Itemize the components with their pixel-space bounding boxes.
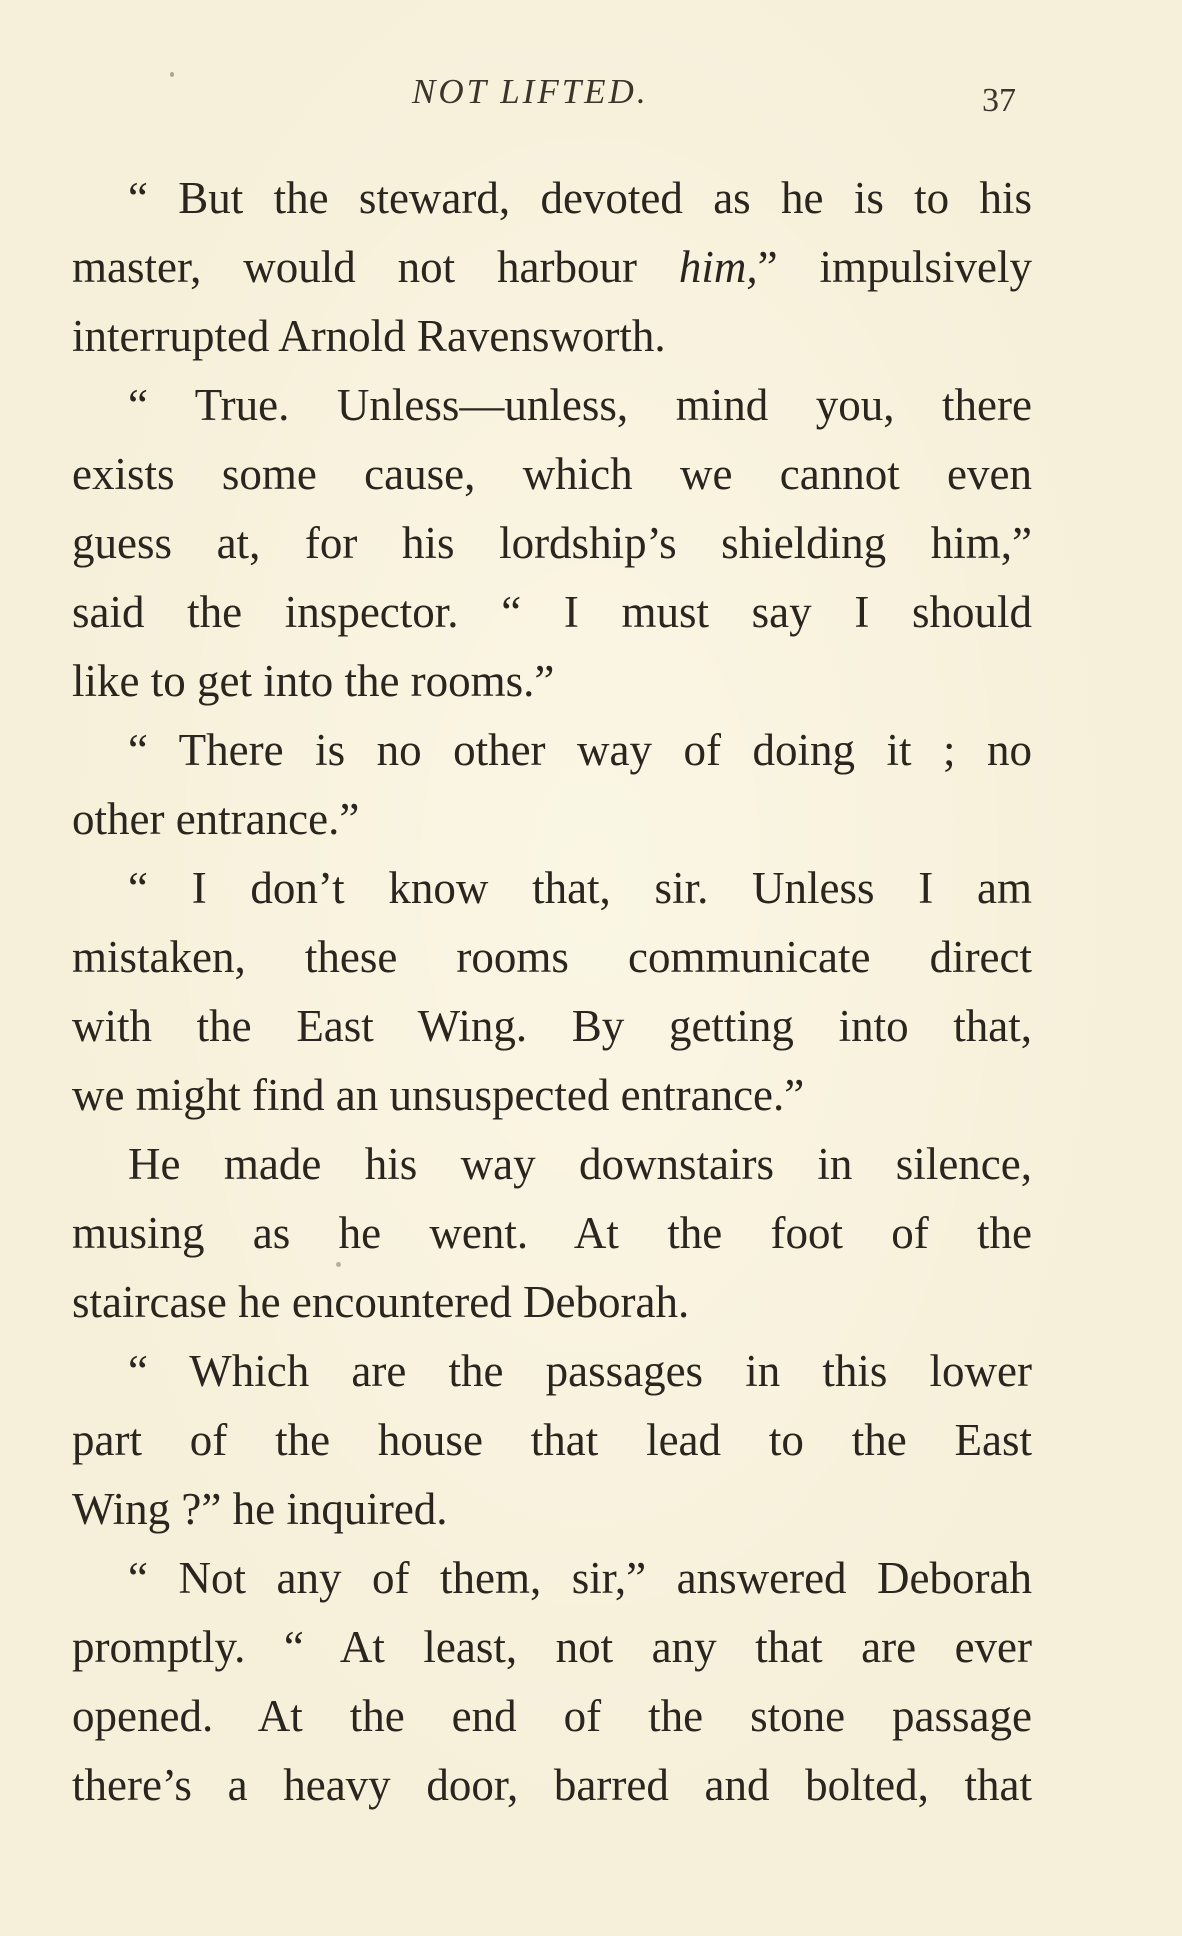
text-line: musing as he went. At the foot of the [72, 1208, 1032, 1258]
text-line: “ There is no other way of doing it ; no [128, 725, 1032, 775]
page-number: 37 [982, 82, 1016, 119]
italic-word: him, [678, 242, 758, 292]
text-line: mistaken, these rooms communicate direct [72, 932, 1032, 982]
text-line: promptly. “ At least, not any that are ever [72, 1622, 1032, 1672]
text-line: we might find an unsuspected entrance.” [72, 1070, 805, 1120]
text-run: master, would not harbour [72, 242, 679, 292]
text-line: staircase he encountered Deborah. [72, 1277, 690, 1327]
text-line: opened. At the end of the stone passage [72, 1691, 1032, 1741]
text-line [72, 233, 1032, 302]
text-line: other entrance.” [72, 794, 360, 844]
text-line: guess at, for his lordship’s shielding him,” [72, 518, 1032, 568]
body-text [72, 164, 1032, 1820]
text-line: “ I don’t know that, sir. Unless I am [128, 863, 1032, 913]
text-line: He made his way downstairs in silence, [128, 1139, 1032, 1189]
text-line: “ Which are the passages in this lower [128, 1346, 1032, 1396]
text-line: exists some cause, which we cannot even [72, 449, 1032, 499]
running-title: NOT LIFTED. [412, 72, 649, 111]
text-line: part of the house that lead to the East [72, 1415, 1032, 1465]
text-line: there’s a heavy door, barred and bolted, that [72, 1760, 1032, 1810]
text-line: interrupted Arnold Ravensworth. [72, 311, 666, 361]
text-line: “ True. Unless—unless, mind you, there [128, 380, 1032, 430]
text-line: Wing ?” he inquired. [72, 1484, 448, 1534]
ink-speck [170, 72, 174, 77]
text-line: said the inspector. “ I must say I should [72, 587, 1032, 637]
text-run: ” impulsively [757, 242, 1032, 292]
text-line: “ But the steward, devoted as he is to his [128, 173, 1032, 223]
text-line: like to get into the rooms.” [72, 656, 555, 706]
text-line: with the East Wing. By getting into that, [72, 1001, 1032, 1051]
text-line: “ Not any of them, sir,” answered Deborah [128, 1553, 1032, 1603]
